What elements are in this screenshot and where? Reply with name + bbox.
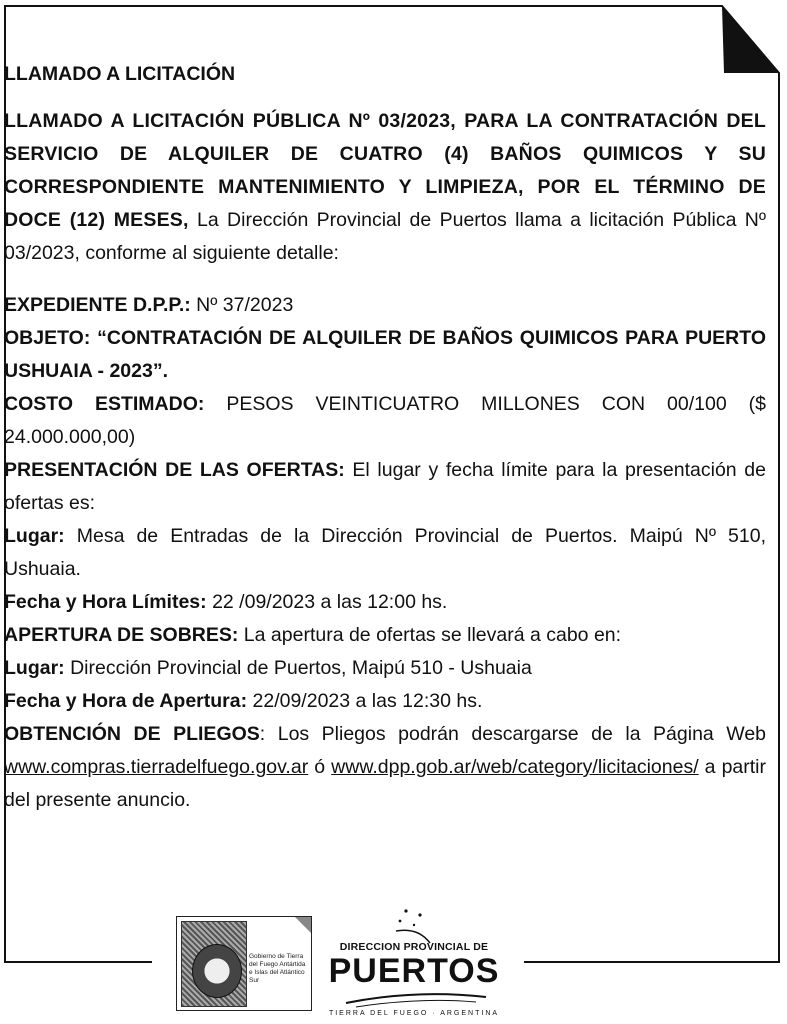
- government-logo: [176, 916, 312, 1011]
- fecha-apertura-label: Fecha y Hora de Apertura:: [4, 690, 248, 712]
- southern-cross-icon: [399, 909, 422, 926]
- dpp-logo-main-text: PUERTOS: [328, 952, 500, 990]
- government-seal-icon: [181, 921, 247, 1007]
- lugar-apertura-line: [4, 652, 766, 685]
- presentacion-line: [4, 454, 766, 520]
- footer-rule-right: [524, 961, 780, 963]
- pliegos-end: a partir del presente anuncio.: [4, 756, 767, 811]
- lugar-label: Lugar:: [4, 525, 65, 547]
- presentacion-value: El lugar y fecha límite para la presentación de ofertas es:: [4, 459, 766, 514]
- dpp-logo-top-text: DIRECCION PROVINCIAL DE: [339, 941, 489, 953]
- expediente-label: EXPEDIENTE D.P.P.:: [4, 294, 191, 316]
- page-title: LLAMADO A LICITACIÓN: [4, 63, 236, 85]
- objeto-line: [4, 322, 766, 388]
- apertura-line: [4, 619, 766, 652]
- lugar-value: Mesa de Entradas de la Dirección Provincial de Puertos. Maipú Nº 510, Ushuaia.: [4, 525, 766, 580]
- presentacion-label: PRESENTACIÓN DE LAS OFERTAS:: [4, 459, 345, 481]
- apertura-label: APERTURA DE SOBRES:: [4, 624, 239, 646]
- compras-link[interactable]: www.compras.tierradelfuego.gov.ar: [4, 756, 309, 778]
- footer-rule-left: [4, 961, 152, 963]
- lead-text: La Dirección Provincial de Puertos llama a licitación Pública Nº 03/2023, conforme al siguiente detalle:: [4, 209, 766, 264]
- apertura-value: La apertura de ofertas se llevará a cabo en:: [238, 624, 622, 646]
- dpp-licitaciones-link[interactable]: www.dpp.gob.ar/web/category/licitaciones/: [331, 756, 699, 778]
- objeto-label: OBJETO:: [4, 327, 91, 349]
- lugar-apertura-label: Lugar:: [4, 657, 65, 679]
- dpp-logo-bottom-text: TIERRA DEL FUEGO · ARGENTINA: [328, 1010, 500, 1017]
- government-logo-text: Gobierno de Tierra del Fuego Antártida e Islas del Atlántico Sur: [249, 953, 306, 984]
- notice-body: [4, 58, 766, 817]
- pliegos-text: : Los Pliegos podrán descargarse de la Página Web: [259, 723, 767, 745]
- fecha-apertura-line: [4, 685, 766, 718]
- footer-logos: [0, 905, 787, 1024]
- pliegos-label: OBTENCIÓN DE PLIEGOS: [4, 723, 260, 745]
- fecha-limite-label: Fecha y Hora Límites:: [4, 591, 207, 613]
- fecha-limite-value: 22 /09/2023 a las 12:00 hs.: [206, 591, 448, 613]
- dpp-logo: [326, 905, 502, 1024]
- fecha-apertura-value: 22/09/2023 a las 12:30 hs.: [247, 690, 483, 712]
- link-separator: ó: [308, 756, 332, 778]
- objeto-value: “CONTRATACIÓN DE ALQUILER DE BAÑOS QUIMICOS PARA PUERTO USHUAIA - 2023”.: [4, 327, 766, 382]
- lugar-presentacion-line: [4, 520, 766, 586]
- costo-line: [4, 388, 766, 454]
- fecha-limite-line: [4, 586, 766, 619]
- lead-paragraph: [4, 105, 766, 270]
- costo-label: COSTO ESTIMADO:: [4, 393, 205, 415]
- costo-value: PESOS VEINTICUATRO MILLONES CON 00/100 ($ 24.000.000,00): [4, 393, 766, 448]
- provincial-emblem-icon: [192, 944, 242, 998]
- lead-bold: LLAMADO A LICITACIÓN PÚBLICA Nº 03/2023, PARA LA CONTRATACIÓN DEL SERVICIO DE ALQUILER DE CUATRO (4) BAÑOS QUIMICOS Y SU CORRESPONDIENTE MANTENIMIENTO Y LIMPIEZA, POR EL TÉRMINO DE DOCE (12) MESES,: [4, 110, 766, 231]
- wave-line-icon: [346, 994, 486, 1003]
- expediente-line: [4, 289, 766, 322]
- pliegos-paragraph: [4, 718, 766, 817]
- lugar-apertura-value: Dirección Provincial de Puertos, Maipú 510 - Ushuaia: [64, 657, 532, 679]
- logo-fold-corner: [295, 917, 311, 933]
- expediente-value: Nº 37/2023: [190, 294, 294, 316]
